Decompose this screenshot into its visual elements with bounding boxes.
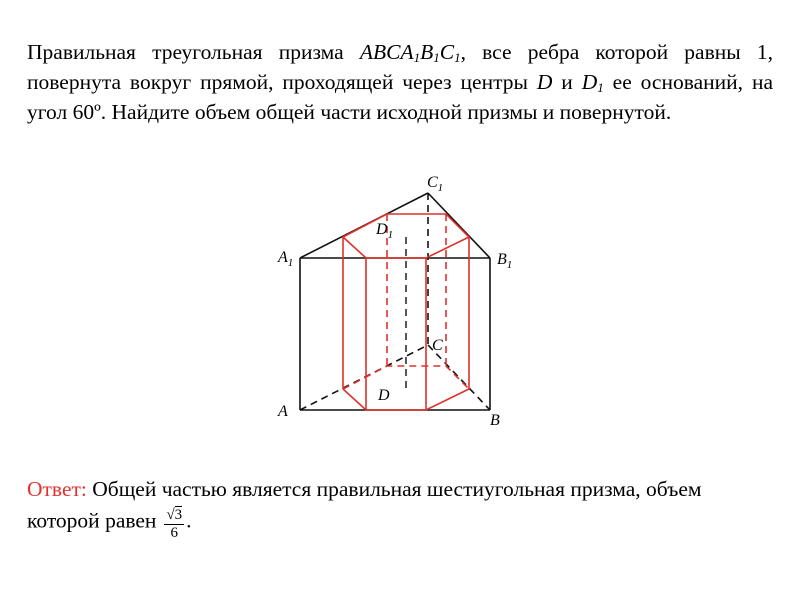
label-d1: $D_1$ (376, 221, 394, 241)
edge-ac-hidden (300, 345, 428, 410)
conjunction-and: и (561, 70, 573, 94)
triangular-prism (300, 193, 490, 410)
point-d: D (536, 70, 553, 94)
answer-label: Ответ: (27, 477, 87, 501)
label-a1: $A_1$ (278, 249, 294, 269)
prism-name: $ABCA_1B_1C_1$ (359, 40, 461, 65)
fraction-denominator: 6 (170, 525, 179, 541)
edge-cb-hidden (428, 345, 490, 410)
problem-text-1: , все ребра которой равны 1, повернута вокруг прямой, проходящей через центры (27, 40, 774, 94)
problem-text-2: ее оснований, на угол 60º. Найдите объем общей части исходной призмы и повернутой. (27, 70, 773, 124)
label-b: B (490, 412, 500, 429)
answer-period: . (186, 508, 192, 533)
answer (27, 474, 727, 540)
point-d1: $D_1$ (581, 70, 604, 95)
label-c1: $C_1$ (427, 174, 444, 194)
answer-text: Общей частью является правильная шестиугольная призма, объем которой равен (27, 477, 702, 533)
hexagon-bottom-front (343, 389, 469, 410)
problem-statement (27, 37, 773, 127)
label-c: C (432, 337, 443, 354)
prism-figure (260, 170, 540, 430)
label-a: A (278, 403, 288, 420)
fraction-numerator: √3 (166, 507, 183, 523)
problem-intro: Правильная треугольная призма (27, 40, 344, 64)
answer-fraction (164, 507, 184, 542)
prism-diagram (260, 170, 540, 430)
label-d: D (378, 387, 390, 404)
label-b1: $B_1$ (497, 251, 513, 271)
edge-c1b1 (428, 193, 490, 258)
